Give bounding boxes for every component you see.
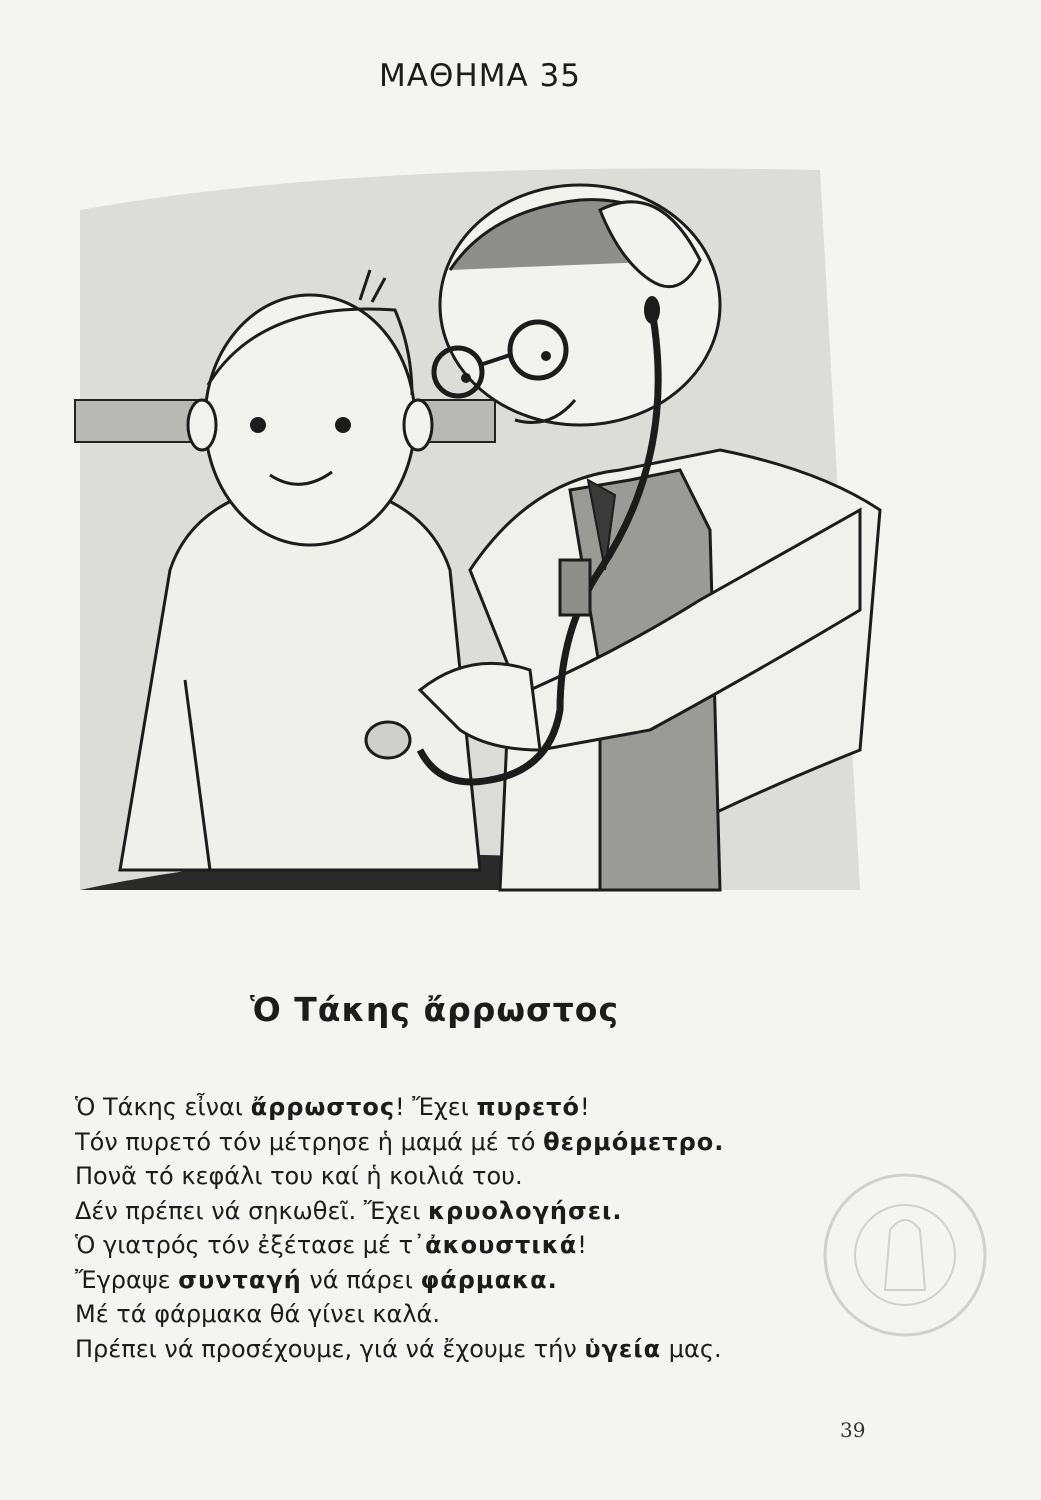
- story-line: [75, 1332, 935, 1367]
- library-stamp-seal: [820, 1170, 990, 1340]
- story-text-segment: !: [577, 1231, 587, 1259]
- story-text-segment: Ὁ Τάκης εἶναι: [75, 1093, 251, 1121]
- vocabulary-word: ὑγεία: [584, 1334, 662, 1363]
- story-line: [75, 1159, 935, 1194]
- story-line: [75, 1297, 935, 1332]
- story-line: [75, 1090, 935, 1125]
- story-text-segment: Ἔγραψε: [75, 1265, 179, 1294]
- page-number: 39: [840, 1418, 866, 1442]
- story-text-segment: !: [580, 1093, 590, 1121]
- story-text: [75, 1090, 935, 1366]
- story-text-segment: Ὁ γιατρός τόν ἐξέτασε μέ τ᾽: [75, 1231, 426, 1259]
- vocabulary-word: φάρμακα.: [420, 1265, 558, 1294]
- vocabulary-word: θερμόμετρο.: [543, 1127, 725, 1156]
- story-text-segment: νά πάρει: [301, 1265, 421, 1294]
- story-title: Ὁ Τάκης ἄρρωστος: [250, 990, 620, 1029]
- vocabulary-word: ἄρρωστος: [250, 1093, 396, 1121]
- story-text-segment: Πρέπει νά προσέχουμε, γιά νά ἔχουμε τήν: [75, 1334, 585, 1363]
- story-text-segment: Δέν πρέπει νά σηκωθεῖ. Ἔχει: [75, 1196, 428, 1225]
- story-line: [75, 1263, 935, 1298]
- story-line: [75, 1194, 935, 1229]
- story-line: [75, 1228, 935, 1263]
- vocabulary-word: κρυολογήσει.: [427, 1196, 623, 1225]
- lesson-heading: ΜΑΘΗΜΑ 35: [379, 58, 581, 94]
- story-text-segment: ! Ἔχει: [395, 1093, 477, 1121]
- story-text-segment: Τόν πυρετό τόν μέτρησε ἡ μαμά μέ τό: [75, 1127, 544, 1156]
- doctor-examining-boy-illustration: [60, 150, 940, 910]
- story-line: [75, 1125, 935, 1160]
- vocabulary-word: πυρετό: [476, 1093, 580, 1121]
- vocabulary-word: ἀκουστικά: [425, 1231, 578, 1259]
- vocabulary-word: συνταγή: [178, 1265, 302, 1294]
- story-text-segment: Πονᾶ τό κεφάλι του καί ἡ κοιλιά του.: [75, 1162, 523, 1190]
- story-text-segment: Μέ τά φάρμακα θά γίνει καλά.: [75, 1300, 440, 1328]
- story-text-segment: μας.: [661, 1334, 722, 1363]
